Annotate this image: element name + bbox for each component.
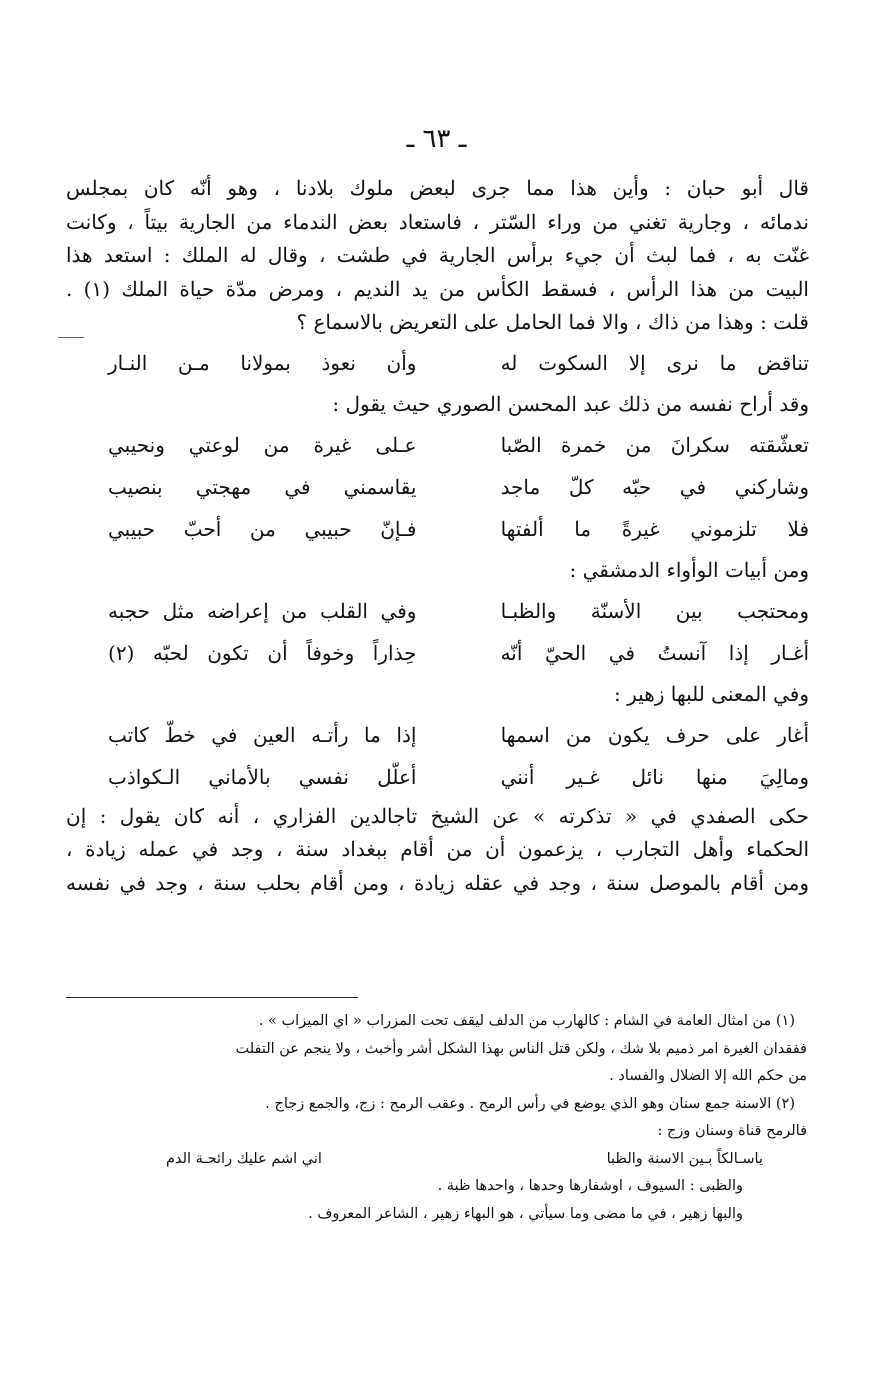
verse-first-hemistich: تعشّقته سكرانَ من خمرة الصّبا [500,432,809,457]
verse-line [66,632,809,674]
verse-line [66,424,809,466]
footnote-line: ففقدان الغيرة امر ذميم بلا شك ، ولكن قتل الناس بهذا الشكل أشر وأخبث ، ولا ينجم عن التفلت [235,1040,807,1057]
verse-line [66,756,809,798]
verse-first-hemistich: أغار على حرف يكون من اسمها [500,722,809,747]
verse-first-hemistich: فلا تلزموني غيرةً ما ألفتها [500,516,809,541]
prose-line: قلت : وهذا من ذاك ، والا فما الحامل على التعريض بالاسماع ؟ [296,310,809,334]
footnotes [66,1008,807,1228]
paragraph-abu-hayyan [66,172,809,340]
verse-second-hemistich: يقاسمني في مهجتي بنصيب [108,474,417,499]
footnote-line: والظبى : السيوف ، اوشفارها وحدها ، واحدها ظبة . [437,1178,743,1194]
paragraph-safadi [66,800,809,901]
verse-first-hemistich: تناقض ما نرى إلا السكوت له [500,350,809,375]
footnote-line: فالرمح قناة وسنان وزج : [657,1123,807,1139]
footnote-verse-first-hemistich: ياسـالكاً بـين الاسنة والظبا [606,1150,763,1167]
verse-intro: وفي المعنى للبها زهير : [614,681,809,706]
prose-line: البيت من هذا الرأس ، فسقط الكأس من يد النديم ، ومرض مدّة حياة الملك (١) . [66,276,809,301]
verse-line [66,466,809,508]
verse-second-hemistich: إذا ما رأتـه العين في خطّ كاتب [108,722,417,747]
footnote-verse-second-hemistich: اني اشم عليك رائحـة الدم [166,1150,322,1167]
verse-line [66,714,809,756]
verse-second-hemistich: وفي القلب من إعراضه مثل حجبه [108,598,417,623]
prose-line: ندمائه ، وجارية تغني من وراء السّتر ، فاستعاد بعض الندماء من الجارية بيتاً ، وكانت [66,209,809,234]
verse-line [66,342,809,384]
verse-first-hemistich: ومحتجب بين الأسنّة والظبـا [500,598,809,623]
footnote-line: والبها زهير ، في ما مضى وما سيأتي ، هو البهاء زهير ، الشاعر المعروف . [308,1205,743,1222]
verse-first-hemistich: أغـار إذا آنستُ في الحيّ أنّه [500,640,809,665]
page-number: ـ ٦٣ ـ [406,124,467,154]
footnote-separator [66,997,358,998]
footnote-line: (١) من امثال العامة في الشام : كالهارب من الدلف ليقف تحت المزراب « اي الميزاب » . [258,1013,795,1029]
verse-second-hemistich: وأن نعوذ بمولانا مـن النـار [108,350,417,375]
prose-line: قال أبو حبان : وأين هذا مما جرى لبعض ملوك بلادنا ، وهو أنّه كان بمجلس [66,176,809,200]
verse-intro: ومن أبيات الوأواء الدمشقي : [569,557,809,582]
verse-line [66,590,809,632]
prose-line: الحكماء وأهل التجارب ، يزعمون أن من أقام ببغداد سنة ، وجد في عمله زيادة ، [66,837,809,861]
prose-line: حكى الصفدي في « تذكرته » عن الشيخ تاجالدين الفزاري ، أنه كان يقول : إن [66,803,809,828]
verse-second-hemistich: حِذاراً وخوفاً أن تكون لحبّه (٢) [108,640,417,665]
footnote-line: (٢) الاسنة جمع سنان وهو الذي يوضع في رأس الرمح . وعقب الرمح : زج، والجمع زجاج . [265,1095,795,1112]
verse-intro: وقد أراح نفسه من ذلك عبد المحسن الصوري حيث يقول : [332,391,809,416]
prose-line: ومن أقام بالموصل سنة ، وجد في عقله زيادة ، ومن أقام بحلب سنة ، وجد في نفسه [66,870,809,895]
verse-line [66,508,809,550]
verse-first-hemistich: وشاركني في حبّه كلّ ماجد [500,474,809,499]
margin-mark [58,337,84,338]
verse-second-hemistich: أعلّل نفسي بالأماني الـكواذب [108,764,417,789]
footnote-line: من حكم الله إلا الضلال والفساد . [609,1068,807,1084]
verse-second-hemistich: فـإنّ حبيبي من أحبّ حبيبي [108,516,417,541]
prose-line: غنّت به ، فما لبث أن جيء برأس الجارية في طشت ، وقال له الملك : استعد هذا [66,243,809,267]
footnote-verse [66,1146,807,1174]
verse-second-hemistich: عـلى غيرة من لوعتي ونحيبي [108,432,417,457]
verse-first-hemistich: ومالِيَ منها نائل غـير أنني [500,764,809,789]
main-text [66,172,809,900]
